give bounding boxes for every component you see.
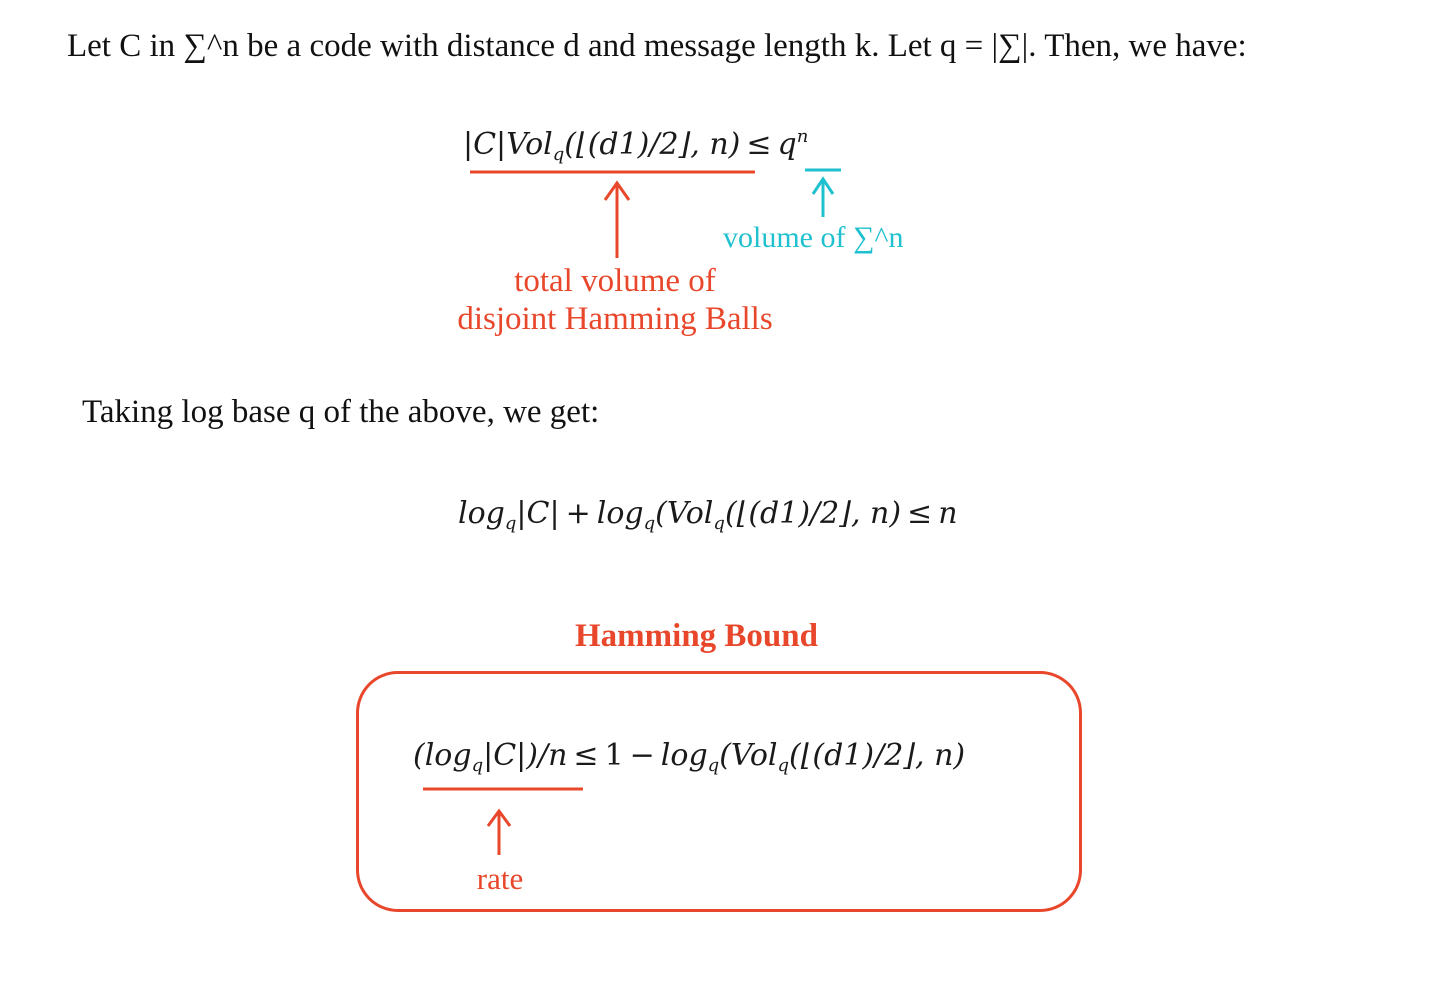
eq2-log1: log [458,496,505,531]
eq3-sub1: q [471,755,484,776]
eq2-rest: (⌊(d1)/2⌋, n) [724,496,902,531]
eq3-log2: log [660,738,708,773]
eq2-c-abs: |C| [516,496,560,531]
eq3-leq: ≤ [573,738,599,773]
eq2-log2: log [596,496,644,531]
space-volume-label: volume of ∑^n [723,221,904,254]
eq1-sub-q: q [552,144,565,165]
eq2-sub1: q [504,513,517,534]
eq2-sub3: q [713,513,725,534]
intro-text: Let C in ∑^n be a code with distance d and message length k. Let q = |∑|. Then, we have: [67,28,1247,64]
eq1-q: q [777,127,797,162]
taking-log-text: Taking log base q of the above, we get: [82,394,600,430]
equation-log-bound [458,494,958,534]
total-volume-label [400,262,830,338]
total-volume-label-line2: disjoint Hamming Balls [457,301,773,337]
rate-label: rate [476,861,524,896]
eq3-one: 1 [604,738,624,773]
eq1-mid: (⌊(d1)/2⌋, n) [564,127,741,162]
equation-hamming-bound [413,736,965,776]
eq1-leq: ≤ [746,127,772,162]
hamming-bound-box [356,671,1082,912]
hamming-bound-title: Hamming Bound [575,618,818,654]
eq2-sub2: q [643,513,656,534]
eq1-exp-n: n [796,126,809,147]
eq3-minus: − [629,738,655,773]
eq3-c-abs: |C|)/n [483,738,568,773]
eq3-sub2: q [707,755,720,776]
eq2-leq: ≤ [907,496,933,531]
eq2-vol: (Vol [655,496,714,531]
eq1-left: |C|Vol [463,127,553,162]
eq2-plus: + [565,496,591,531]
total-volume-label-line1: total volume of [514,263,716,299]
eq3-vol: (Vol [719,738,778,773]
eq2-n: n [938,496,958,531]
eq3-rest: (⌊(d1)/2⌋, n) [789,738,966,773]
eq3-sub3: q [777,755,790,776]
eq3-open: (log [413,738,472,773]
